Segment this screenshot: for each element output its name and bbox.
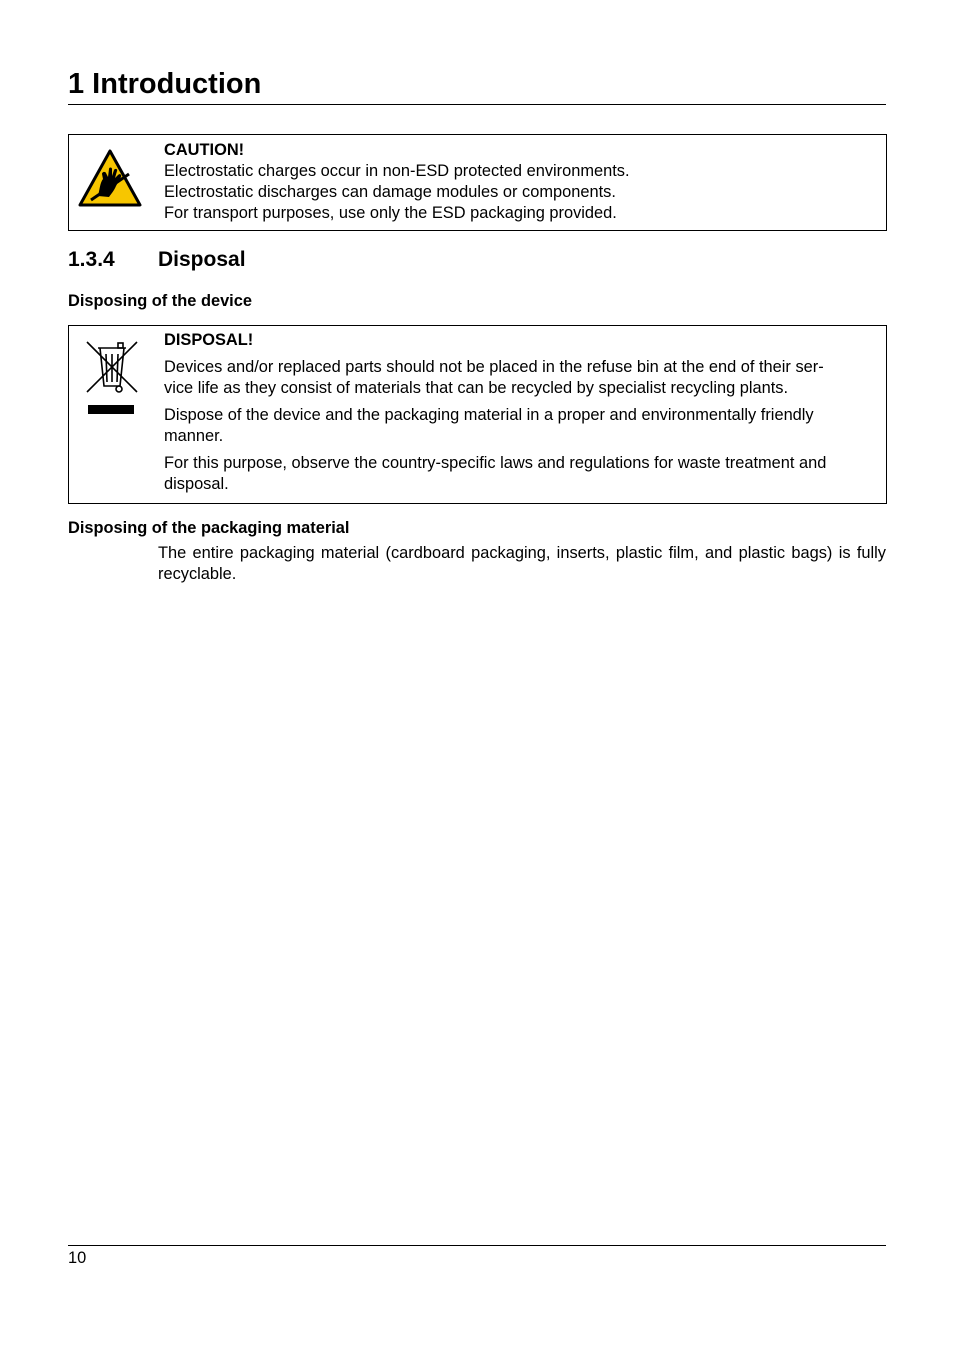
crossed-out-wheelie-bin-icon (84, 338, 140, 416)
disposal-heading: DISPOSAL! (164, 331, 254, 349)
disposal-line: disposal. (164, 475, 229, 493)
section-title: Disposal (158, 248, 246, 271)
disposal-line: For this purpose, observe the country-specific laws and regulations for waste treatment and (164, 454, 827, 472)
chapter-title-rule (68, 104, 886, 105)
caution-notice (68, 134, 887, 231)
page-number: 10 (68, 1249, 87, 1267)
disposal-line: vice life as they consist of materials that can be recycled by specialist recycling plants. (164, 379, 789, 397)
packaging-text: The entire packaging material (cardboard packaging, inserts, plastic film, and plastic bags) is fully recyclable. (158, 544, 886, 583)
disposal-line: Devices and/or replaced parts should not be placed in the refuse bin at the end of their ser- (164, 358, 824, 376)
caution-heading: CAUTION! (164, 141, 245, 159)
disposal-paragraph (164, 453, 874, 495)
device-subheading: Disposing of the device (68, 292, 252, 310)
packaging-subheading: Disposing of the packaging material (68, 519, 350, 537)
section-number: 1.3.4 (68, 248, 115, 271)
footer-rule (68, 1245, 886, 1246)
caution-line: Electrostatic charges occur in non-ESD protected environments. (164, 162, 630, 180)
chapter-title: 1 Introduction (68, 68, 262, 100)
caution-line: For transport purposes, use only the ESD packaging provided. (164, 204, 617, 222)
disposal-paragraph (164, 405, 874, 447)
esd-warning-icon (78, 148, 142, 208)
disposal-paragraph (164, 357, 874, 399)
disposal-notice (68, 325, 887, 504)
caution-line: Electrostatic discharges can damage modules or components. (164, 183, 616, 201)
disposal-line: manner. (164, 427, 224, 445)
disposal-line: Dispose of the device and the packaging material in a proper and environmentally friendly (164, 406, 814, 424)
